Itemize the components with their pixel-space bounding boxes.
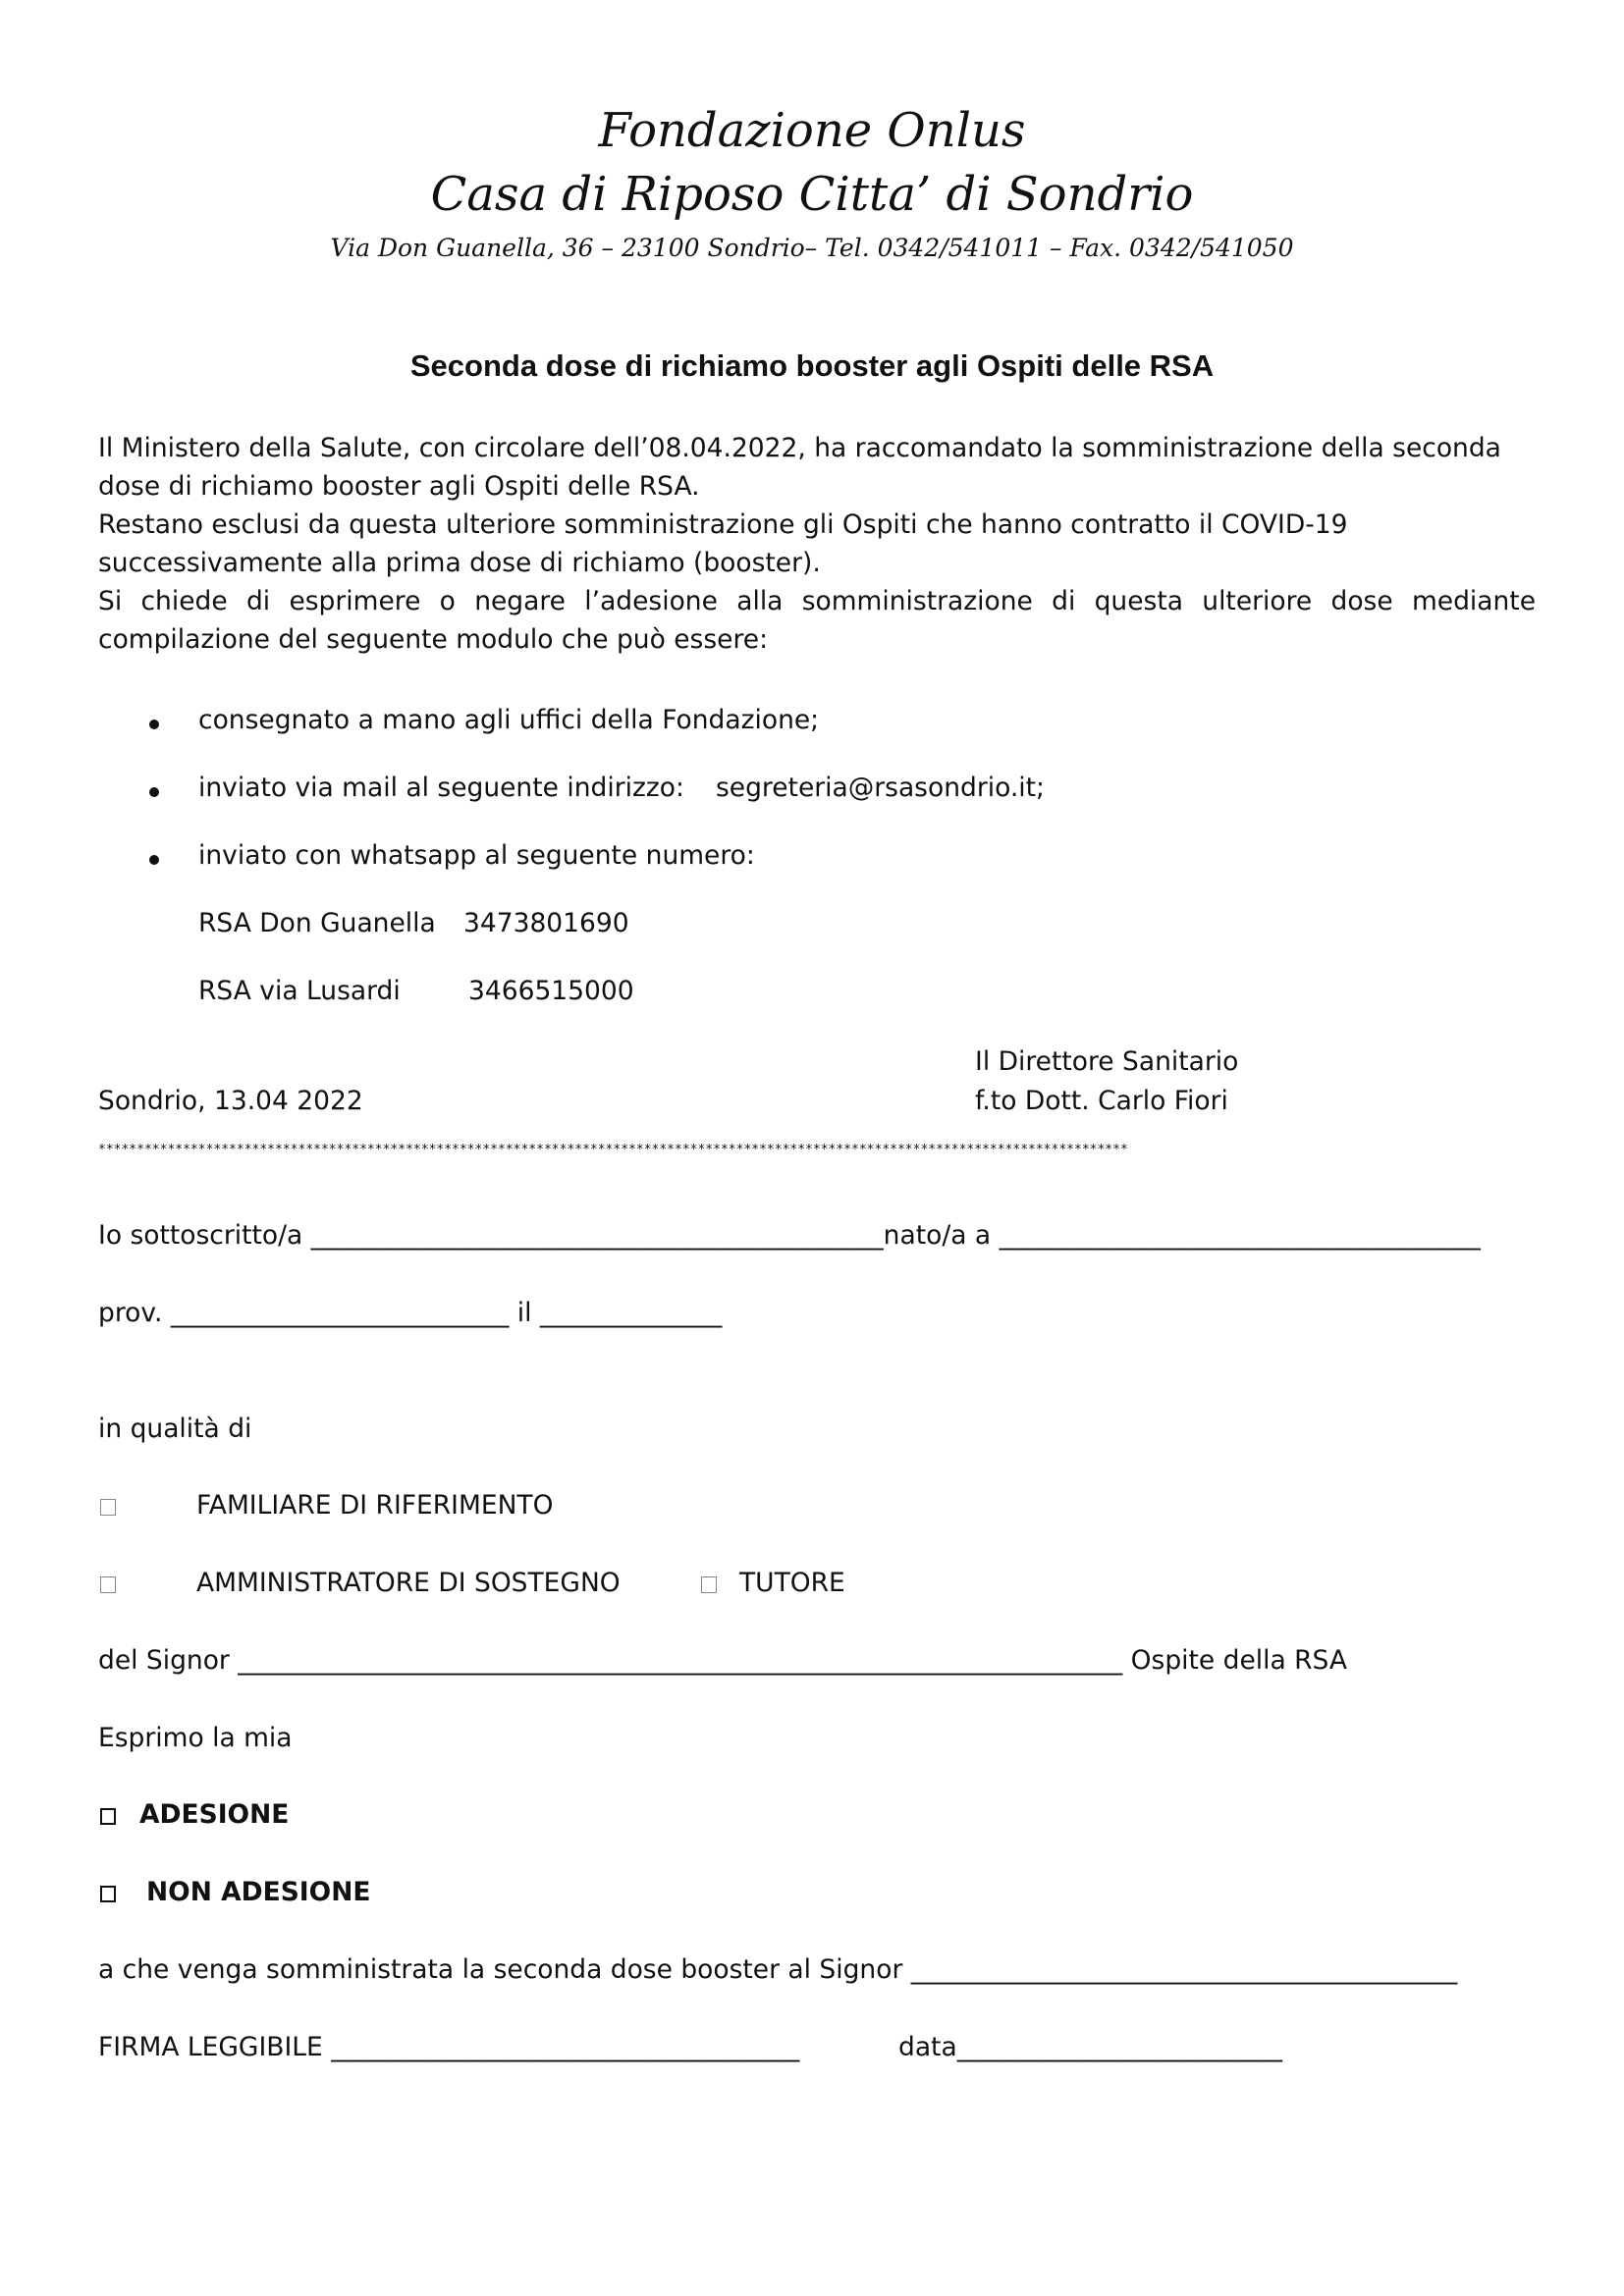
header-institution: Casa di Riposo Citta’ di Sondrio	[430, 167, 1194, 222]
province-date-field[interactable]: prov. __________________________ il ______________	[98, 1298, 723, 1328]
intro-line: Restano esclusi da questa ulteriore somministrazione gli Ospiti che hanno contratto il COVID-19	[98, 509, 1348, 540]
document-title: Seconda dose di richiamo booster agli Ospiti delle RSA	[409, 348, 1215, 383]
contact-name: RSA via Lusardi	[198, 976, 401, 1006]
checkbox-administrator[interactable]	[100, 1576, 116, 1593]
intro-line: dose di richiamo booster agli Ospiti delle RSA.	[98, 471, 700, 502]
intro-line: successivamente alla prima dose di richiamo (booster).	[98, 548, 821, 578]
checkbox-non-adhesion[interactable]	[100, 1886, 116, 1902]
signature-field[interactable]: FIRMA LEGGIBILE ____________________________________	[98, 2032, 800, 2062]
place-date: Sondrio, 13.04 2022	[98, 1086, 363, 1116]
guest-name-field[interactable]: del Signor ____________________________________________________________________ Ospite della RSA	[98, 1645, 1347, 1676]
header-address: Via Don Guanella, 36 – 23100 Sondrio– Tel. 0342/541011 – Fax. 0342/541050	[330, 234, 1294, 262]
header-foundation: Fondazione Onlus	[598, 103, 1026, 158]
date-field[interactable]: data_________________________	[898, 2032, 1282, 2062]
email-address: segreteria@rsasondrio.it;	[716, 773, 1045, 803]
capacity-label: in qualità di	[98, 1414, 252, 1444]
contact-name: RSA Don Guanella	[198, 908, 436, 938]
intro-line: Si chiede di esprimere o negare l’adesione alla somministrazione di questa ulteriore dose mediante	[98, 586, 1536, 616]
express-label: Esprimo la mia	[98, 1723, 293, 1753]
signatory-name: f.to Dott. Carlo Fiori	[975, 1086, 1228, 1116]
bullet-icon	[149, 855, 159, 865]
checkbox-family[interactable]	[100, 1499, 116, 1516]
option-tutor-label: TUTORE	[739, 1568, 845, 1598]
bullet-icon	[149, 787, 159, 797]
contact-phone: 3473801690	[463, 908, 629, 938]
bullet-hand-delivery: consegnato a mano agli uffici della Fondazione;	[198, 705, 820, 735]
bullet-email: inviato via mail al seguente indirizzo:	[198, 773, 684, 803]
non-adhesion-label: NON ADESIONE	[146, 1877, 371, 1907]
intro-line: Il Ministero della Salute, con circolare dell’08.04.2022, ha raccomandato la somministrazione della seconda	[98, 433, 1501, 463]
checkbox-adhesion[interactable]	[100, 1808, 116, 1825]
adhesion-label: ADESIONE	[139, 1799, 290, 1830]
intro-line: compilazione del seguente modulo che può essere:	[98, 624, 768, 655]
administer-field[interactable]: a che venga somministrata la seconda dose booster al Signor __________________________________________	[98, 1954, 1458, 1985]
undersigned-field[interactable]: Io sottoscritto/a ____________________________________________nato/a a _____________________________________	[98, 1220, 1481, 1251]
bullet-icon	[149, 720, 159, 729]
intro-paragraph	[98, 429, 1536, 659]
separator-line: **************************************************************************************************************************************	[98, 1143, 1128, 1157]
contact-phone: 3466515000	[468, 976, 634, 1006]
bullet-whatsapp: inviato con whatsapp al seguente numero:	[198, 840, 755, 871]
option-family-label: FAMILIARE DI RIFERIMENTO	[196, 1490, 554, 1521]
option-administrator-label: AMMINISTRATORE DI SOSTEGNO	[196, 1568, 621, 1598]
checkbox-tutor[interactable]	[701, 1576, 717, 1593]
signatory-role: Il Direttore Sanitario	[975, 1046, 1239, 1077]
